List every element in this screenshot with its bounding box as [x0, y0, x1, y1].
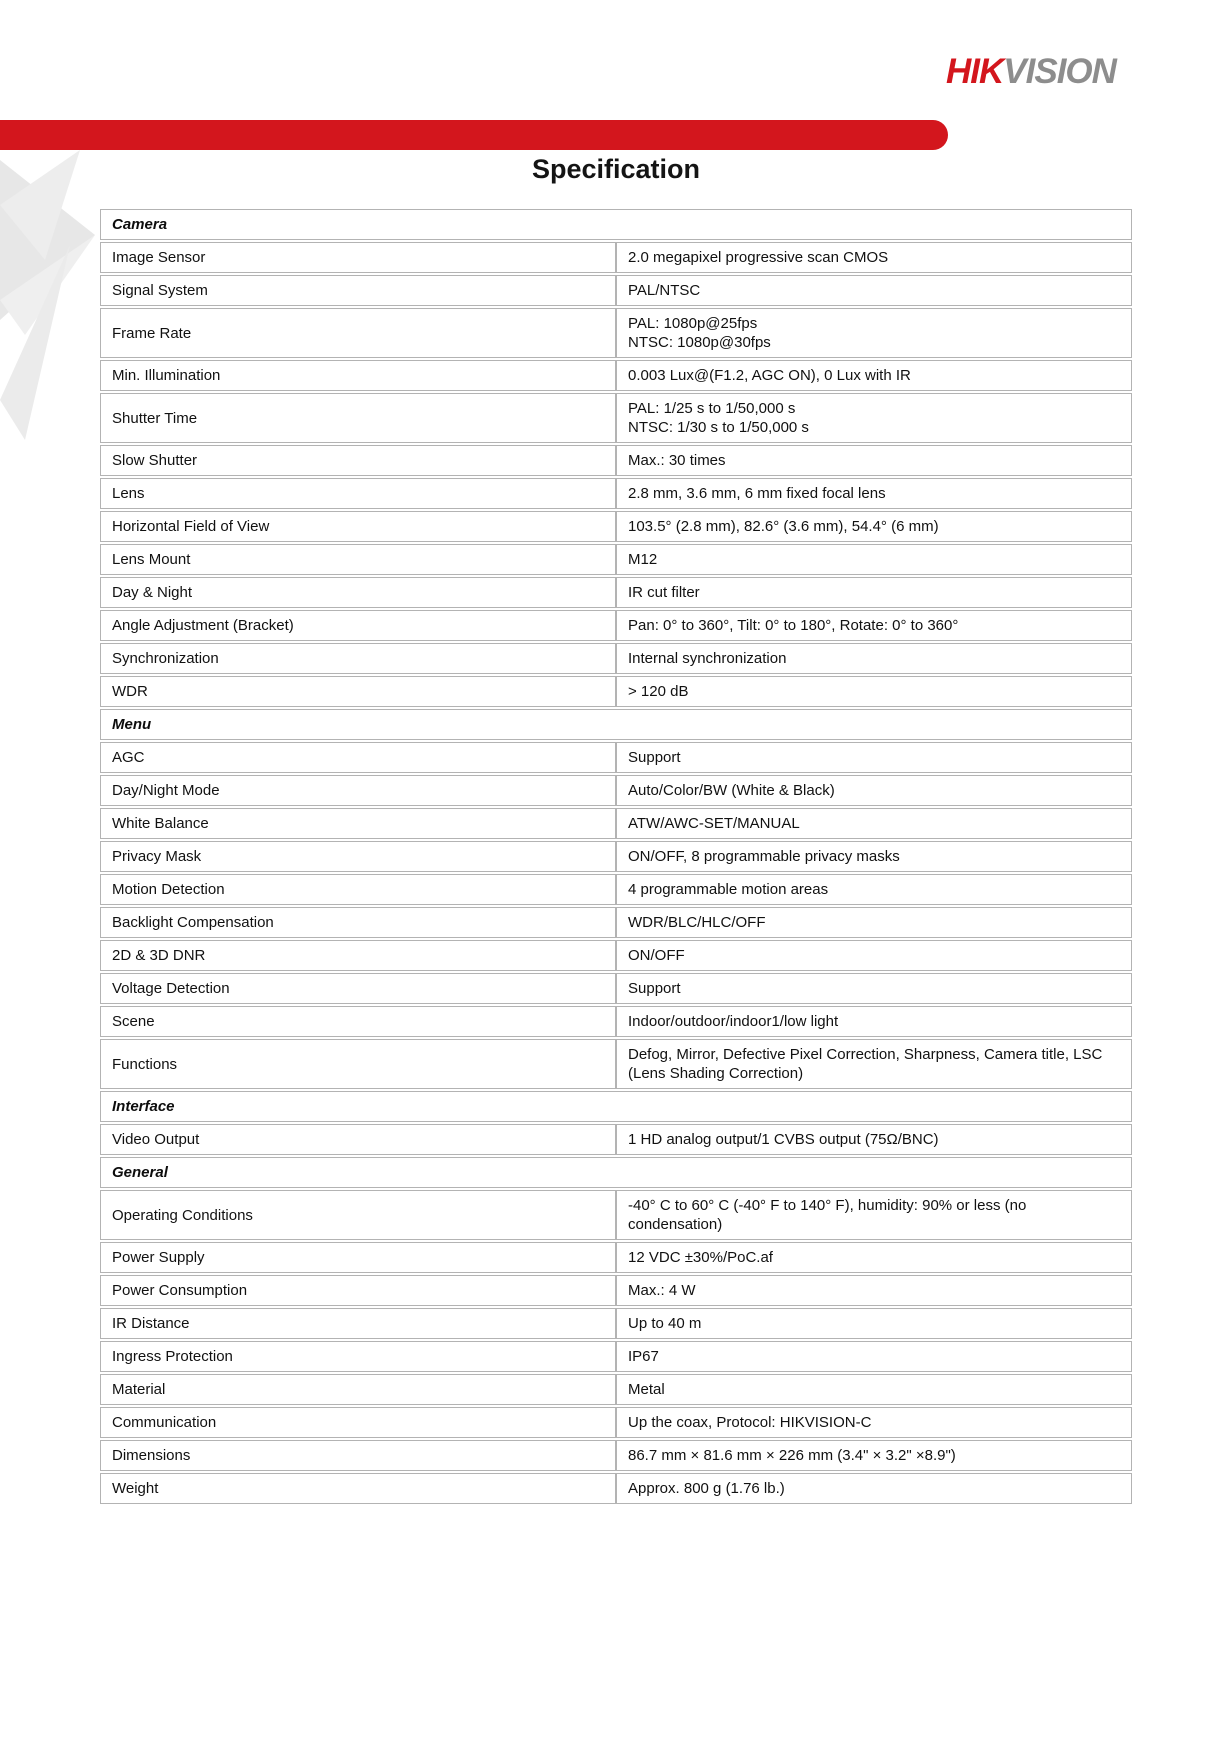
logo-text-vision: VISION: [1003, 52, 1116, 91]
spec-label: Ingress Protection: [100, 1341, 616, 1372]
spec-value: 4 programmable motion areas: [616, 874, 1132, 905]
specification-table: [100, 207, 1132, 1506]
spec-label: Video Output: [100, 1124, 616, 1155]
spec-row: [100, 1440, 1132, 1471]
spec-value: ON/OFF, 8 programmable privacy masks: [616, 841, 1132, 872]
spec-row: [100, 1407, 1132, 1438]
spec-value: Auto/Color/BW (White & Black): [616, 775, 1132, 806]
spec-row: [100, 775, 1132, 806]
spec-row: [100, 742, 1132, 773]
spec-value: Support: [616, 742, 1132, 773]
spec-label: Horizontal Field of View: [100, 511, 616, 542]
spec-value: PAL/NTSC: [616, 275, 1132, 306]
spec-label: Motion Detection: [100, 874, 616, 905]
spec-value: Max.: 30 times: [616, 445, 1132, 476]
section-title: Interface: [100, 1091, 1132, 1122]
spec-row: [100, 360, 1132, 391]
spec-row: [100, 643, 1132, 674]
spec-value: 12 VDC ±30%/PoC.af: [616, 1242, 1132, 1273]
spec-label: Frame Rate: [100, 308, 616, 358]
spec-row: [100, 874, 1132, 905]
spec-row: [100, 1308, 1132, 1339]
spec-label: Slow Shutter: [100, 445, 616, 476]
spec-label: Angle Adjustment (Bracket): [100, 610, 616, 641]
spec-value: -40° C to 60° C (-40° F to 140° F), humidity: 90% or less (no condensation): [616, 1190, 1132, 1240]
section-header-row: [100, 209, 1132, 240]
spec-label: Synchronization: [100, 643, 616, 674]
spec-row: [100, 610, 1132, 641]
spec-label: 2D & 3D DNR: [100, 940, 616, 971]
spec-row: [100, 841, 1132, 872]
spec-row: [100, 1275, 1132, 1306]
spec-label: Communication: [100, 1407, 616, 1438]
spec-value: 2.0 megapixel progressive scan CMOS: [616, 242, 1132, 273]
spec-label: Functions: [100, 1039, 616, 1089]
spec-label: Lens Mount: [100, 544, 616, 575]
hikvision-logo: [946, 54, 1116, 89]
section-title: Camera: [100, 209, 1132, 240]
spec-value-line: PAL: 1/25 s to 1/50,000 s: [628, 400, 796, 417]
brand-red-bar: [0, 120, 948, 150]
spec-value: [616, 393, 1132, 443]
spec-row: [100, 1124, 1132, 1155]
spec-label: Shutter Time: [100, 393, 616, 443]
section-header-row: [100, 1091, 1132, 1122]
spec-label: Image Sensor: [100, 242, 616, 273]
spec-label: Scene: [100, 1006, 616, 1037]
spec-value-line: NTSC: 1/30 s to 1/50,000 s: [628, 419, 809, 436]
spec-row: [100, 973, 1132, 1004]
spec-value: 1 HD analog output/1 CVBS output (75Ω/BNC): [616, 1124, 1132, 1155]
spec-row: [100, 393, 1132, 443]
spec-row: [100, 1006, 1132, 1037]
spec-value: IP67: [616, 1341, 1132, 1372]
spec-row: [100, 445, 1132, 476]
spec-row: [100, 1473, 1132, 1504]
spec-row: [100, 1039, 1132, 1089]
spec-value: Support: [616, 973, 1132, 1004]
spec-value: ATW/AWC-SET/MANUAL: [616, 808, 1132, 839]
spec-row: [100, 275, 1132, 306]
spec-row: [100, 478, 1132, 509]
spec-value: Internal synchronization: [616, 643, 1132, 674]
spec-value: 103.5° (2.8 mm), 82.6° (3.6 mm), 54.4° (6 mm): [616, 511, 1132, 542]
spec-value: Up the coax, Protocol: HIKVISION-C: [616, 1407, 1132, 1438]
spec-label: Power Consumption: [100, 1275, 616, 1306]
spec-label: IR Distance: [100, 1308, 616, 1339]
spec-value: M12: [616, 544, 1132, 575]
spec-row: [100, 1190, 1132, 1240]
spec-label: Power Supply: [100, 1242, 616, 1273]
spec-label: Backlight Compensation: [100, 907, 616, 938]
section-header-row: [100, 1157, 1132, 1188]
spec-value: 0.003 Lux@(F1.2, AGC ON), 0 Lux with IR: [616, 360, 1132, 391]
section-title: Menu: [100, 709, 1132, 740]
spec-label: Signal System: [100, 275, 616, 306]
logo-text-hik: HIK: [946, 52, 1004, 91]
spec-value: Up to 40 m: [616, 1308, 1132, 1339]
spec-row: [100, 242, 1132, 273]
spec-row: [100, 577, 1132, 608]
spec-value: Indoor/outdoor/indoor1/low light: [616, 1006, 1132, 1037]
spec-label: Dimensions: [100, 1440, 616, 1471]
spec-label: Privacy Mask: [100, 841, 616, 872]
spec-label: Lens: [100, 478, 616, 509]
spec-label: Day & Night: [100, 577, 616, 608]
spec-value: > 120 dB: [616, 676, 1132, 707]
section-title: General: [100, 1157, 1132, 1188]
page-title: Specification: [531, 154, 701, 184]
spec-row: [100, 1374, 1132, 1405]
spec-value: 86.7 mm × 81.6 mm × 226 mm (3.4" × 3.2" ×8.9"): [616, 1440, 1132, 1471]
spec-label: Weight: [100, 1473, 616, 1504]
spec-label: WDR: [100, 676, 616, 707]
spec-row: [100, 511, 1132, 542]
spec-row: [100, 940, 1132, 971]
spec-value: Approx. 800 g (1.76 lb.): [616, 1473, 1132, 1504]
spec-row: [100, 676, 1132, 707]
spec-row: [100, 907, 1132, 938]
spec-value: Defog, Mirror, Defective Pixel Correction, Sharpness, Camera title, LSC (Lens Shading Correction): [616, 1039, 1132, 1089]
spec-row: [100, 1242, 1132, 1273]
spec-label: AGC: [100, 742, 616, 773]
spec-label: Material: [100, 1374, 616, 1405]
spec-value-line: NTSC: 1080p@30fps: [628, 334, 771, 351]
spec-label: Min. Illumination: [100, 360, 616, 391]
spec-value-line: PAL: 1080p@25fps: [628, 315, 758, 332]
spec-label: White Balance: [100, 808, 616, 839]
spec-value: 2.8 mm, 3.6 mm, 6 mm fixed focal lens: [616, 478, 1132, 509]
spec-value: Metal: [616, 1374, 1132, 1405]
spec-label: Operating Conditions: [100, 1190, 616, 1240]
spec-value: IR cut filter: [616, 577, 1132, 608]
spec-label: Voltage Detection: [100, 973, 616, 1004]
spec-label: Day/Night Mode: [100, 775, 616, 806]
section-header-row: [100, 709, 1132, 740]
spec-row: [100, 1341, 1132, 1372]
spec-value: Max.: 4 W: [616, 1275, 1132, 1306]
spec-value: Pan: 0° to 360°, Tilt: 0° to 180°, Rotate: 0° to 360°: [616, 610, 1132, 641]
spec-value: ON/OFF: [616, 940, 1132, 971]
spec-value: [616, 308, 1132, 358]
spec-row: [100, 808, 1132, 839]
spec-row: [100, 308, 1132, 358]
spec-value: WDR/BLC/HLC/OFF: [616, 907, 1132, 938]
spec-row: [100, 544, 1132, 575]
